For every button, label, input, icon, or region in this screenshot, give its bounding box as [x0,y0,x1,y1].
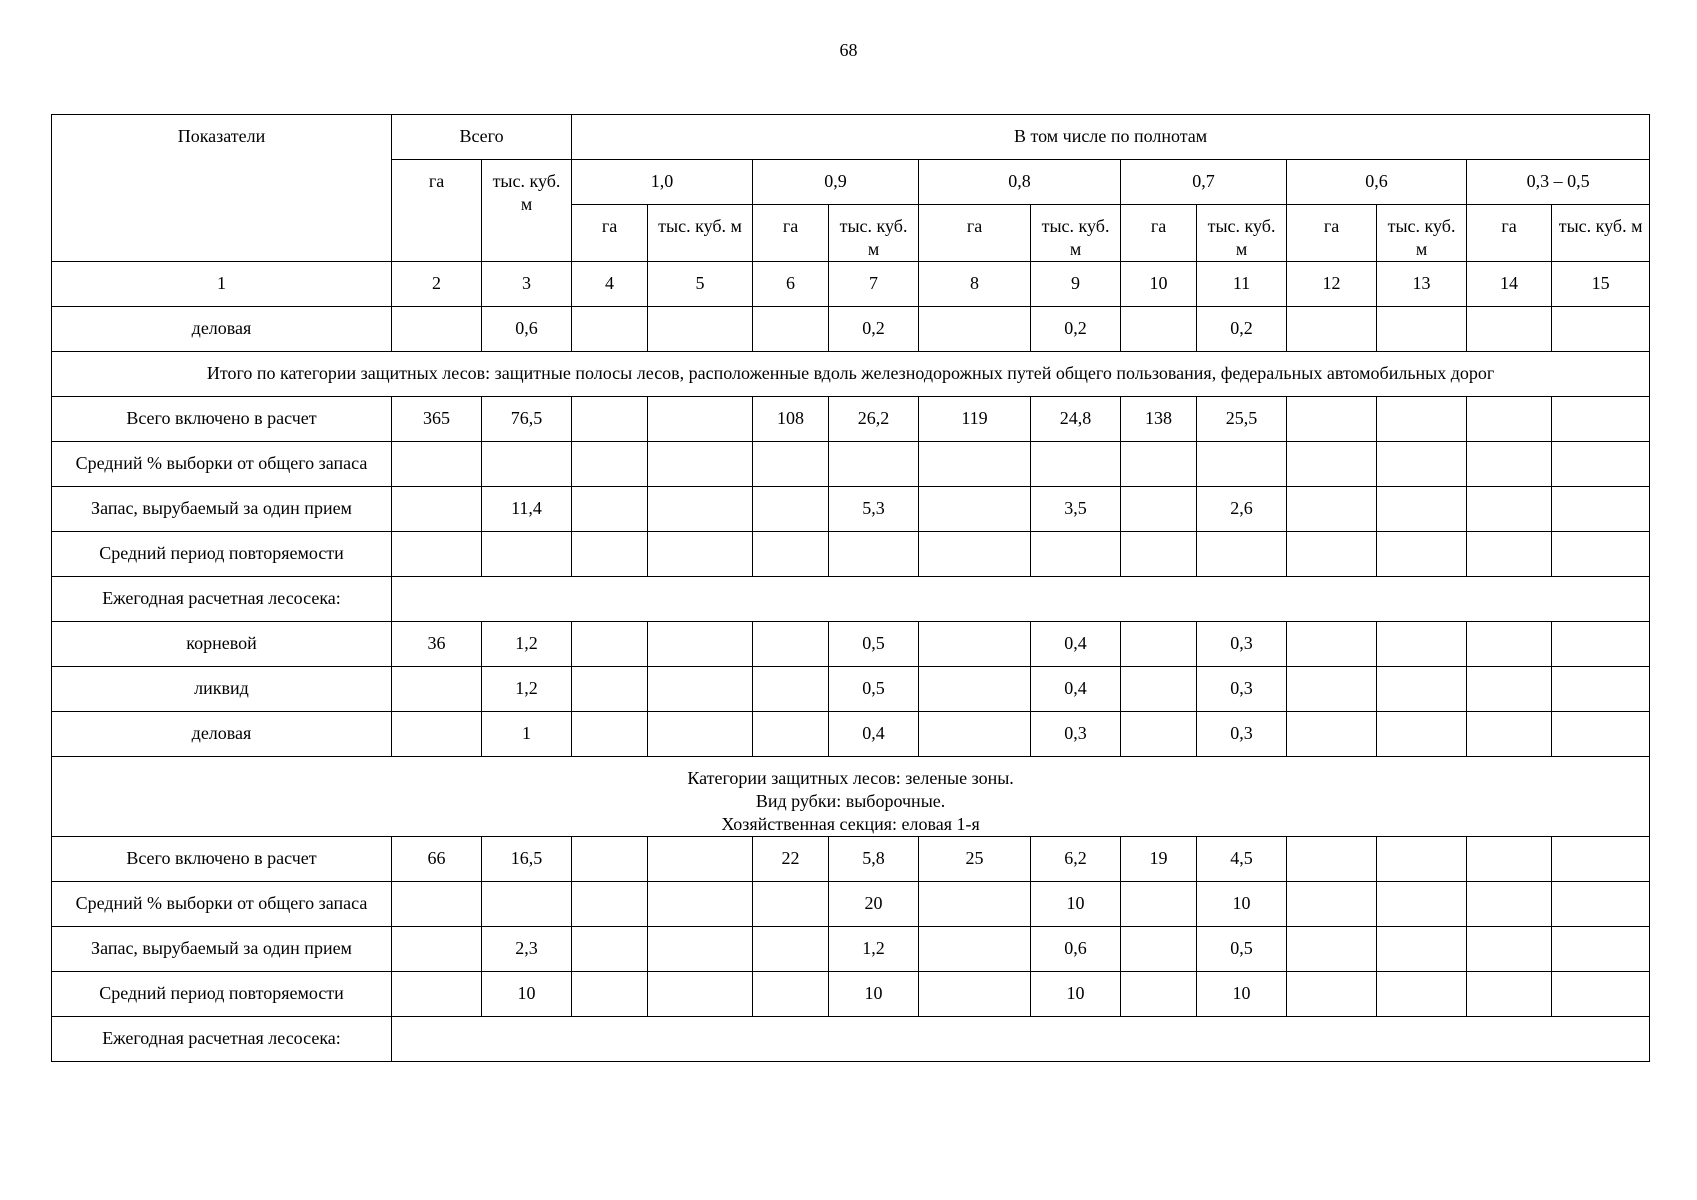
header-ha: га [1287,205,1377,262]
table-cell [753,487,829,532]
table-cell [648,882,753,927]
column-number: 4 [572,262,648,307]
table-cell [648,307,753,352]
table-cell [1121,442,1197,487]
table-cell: 0,3 [1197,712,1287,757]
table-cell: 10 [1197,882,1287,927]
table-cell: 22 [753,837,829,882]
table-cell [392,927,482,972]
table-cell: 0,4 [829,712,919,757]
section-title-line: Хозяйственная секция: еловая 1-я [721,814,980,834]
column-number: 14 [1467,262,1552,307]
table-row [52,532,1650,577]
header-row-1 [52,115,1650,160]
table-cell: 10 [829,972,919,1017]
header-density-2: 0,9 [753,160,919,205]
table-cell [1287,532,1377,577]
table-cell: 2,3 [482,927,572,972]
table-row [52,487,1650,532]
table-cell: 1,2 [482,667,572,712]
table-row [52,837,1650,882]
table-cell [648,487,753,532]
table-cell: 76,5 [482,397,572,442]
column-number: 8 [919,262,1031,307]
column-number: 1 [52,262,392,307]
header-density-6: 0,3 – 0,5 [1467,160,1650,205]
table-cell [1377,442,1467,487]
header-ha: га [919,205,1031,262]
table-cell [392,442,482,487]
table-cell: 3,5 [1031,487,1121,532]
table-cell: 0,6 [482,307,572,352]
table-cell: 0,2 [1031,307,1121,352]
table-cell [572,442,648,487]
table-cell [1121,972,1197,1017]
table-cell [1377,307,1467,352]
column-number: 5 [648,262,753,307]
table-cell: 0,4 [1031,622,1121,667]
table-row [52,397,1650,442]
table-cell [753,712,829,757]
table-cell [1467,487,1552,532]
column-number: 13 [1377,262,1467,307]
table-cell: 6,2 [1031,837,1121,882]
table-cell [753,667,829,712]
table-cell [572,532,648,577]
table-cell: 365 [392,397,482,442]
table-cell [648,972,753,1017]
header-total: Всего [392,115,572,160]
table-cell: 0,6 [1031,927,1121,972]
section-header-row [52,757,1650,837]
table-cell [1377,837,1467,882]
table-cell [919,712,1031,757]
table-cell [919,532,1031,577]
table-cell [1287,927,1377,972]
table-cell: 25 [919,837,1031,882]
table-cell [1552,837,1650,882]
table-cell [572,837,648,882]
row-label: Запас, вырубаемый за один прием [52,487,392,532]
row-label: Средний % выборки от общего запаса [52,442,392,487]
table-cell: 66 [392,837,482,882]
header-density-5: 0,6 [1287,160,1467,205]
table-cell: 24,8 [1031,397,1121,442]
section-title [52,757,1650,837]
table-row [52,712,1650,757]
table-cell [919,487,1031,532]
row-label: Ежегодная расчетная лесосека: [52,577,392,622]
table-cell [572,622,648,667]
table-cell [1377,712,1467,757]
table-cell [648,667,753,712]
table-cell [572,487,648,532]
table-cell [753,972,829,1017]
header-density-1: 1,0 [572,160,753,205]
table-cell [919,667,1031,712]
row-label: Всего включено в расчет [52,837,392,882]
table-cell: 4,5 [1197,837,1287,882]
column-number: 6 [753,262,829,307]
header-vol: тыс. куб. м [648,205,753,262]
header-density-3: 0,8 [919,160,1121,205]
table-body [52,115,1650,1062]
table-cell [1467,882,1552,927]
table-cell [1287,307,1377,352]
row-label: Средний период повторяемости [52,972,392,1017]
table-cell [1287,397,1377,442]
table-cell [753,307,829,352]
table-row [52,442,1650,487]
header-vol: тыс. куб. м [1552,205,1650,262]
empty-merged-cell [392,577,1650,622]
table-cell: 19 [1121,837,1197,882]
row-label: Средний % выборки от общего запаса [52,882,392,927]
table-cell [1552,667,1650,712]
section-title [52,352,1650,397]
header-vol: тыс. куб. м [829,205,919,262]
table-cell [919,927,1031,972]
row-label: деловая [52,307,392,352]
table-cell: 36 [392,622,482,667]
table-cell [1121,667,1197,712]
table-cell [1467,837,1552,882]
table-cell [392,882,482,927]
column-number: 12 [1287,262,1377,307]
column-number: 11 [1197,262,1287,307]
header-density-4: 0,7 [1121,160,1287,205]
header-total-ha: га [392,160,482,262]
table-cell [1197,442,1287,487]
table-cell: 20 [829,882,919,927]
row-label: деловая [52,712,392,757]
table-cell [648,927,753,972]
table-cell [1031,442,1121,487]
table-row [52,972,1650,1017]
table-cell: 1 [482,712,572,757]
table-cell [829,442,919,487]
row-label: Запас, вырубаемый за один прием [52,927,392,972]
subheading-row [52,577,1650,622]
table-cell: 0,4 [1031,667,1121,712]
subheading-row [52,1017,1650,1062]
table-cell [1287,972,1377,1017]
header-ha: га [1121,205,1197,262]
table-row [52,622,1650,667]
table-cell [1467,712,1552,757]
table-cell [1552,307,1650,352]
table-cell [753,882,829,927]
table-cell [648,712,753,757]
table-cell [1377,622,1467,667]
table-cell [1467,622,1552,667]
column-number: 10 [1121,262,1197,307]
header-vol: тыс. куб. м [1031,205,1121,262]
table-cell [1552,622,1650,667]
table-cell [753,442,829,487]
table-cell [1287,622,1377,667]
row-label: Всего включено в расчет [52,397,392,442]
table-cell [648,837,753,882]
table-row [52,882,1650,927]
table-cell [1031,532,1121,577]
table-cell [1552,972,1650,1017]
table-cell [648,397,753,442]
row-label: Средний период повторяемости [52,532,392,577]
table-cell [572,712,648,757]
table-cell [392,532,482,577]
table-cell [1121,532,1197,577]
table-cell: 10 [1031,882,1121,927]
table-cell [1552,927,1650,972]
table-cell [572,882,648,927]
table-cell [572,307,648,352]
table-cell [1121,712,1197,757]
column-number: 2 [392,262,482,307]
table-cell [482,532,572,577]
table-cell [482,442,572,487]
table-cell [829,532,919,577]
table-cell [919,442,1031,487]
section-title-line: Категории защитных лесов: зеленые зоны. [687,768,1014,788]
table-cell [1377,927,1467,972]
table-cell [1121,307,1197,352]
table-cell [648,442,753,487]
column-number: 15 [1552,262,1650,307]
header-indicators: Показатели [52,115,392,262]
table-cell: 10 [482,972,572,1017]
table-cell [1121,882,1197,927]
table-cell [392,487,482,532]
table-cell [1467,532,1552,577]
table-cell [1287,667,1377,712]
table-cell [392,667,482,712]
table-row [52,307,1650,352]
table-cell: 0,5 [1197,927,1287,972]
table-cell [753,532,829,577]
table-cell: 0,5 [829,622,919,667]
table-cell: 1,2 [482,622,572,667]
table-cell: 25,5 [1197,397,1287,442]
table-cell: 5,3 [829,487,919,532]
table-cell [919,622,1031,667]
row-label: ликвид [52,667,392,712]
table-cell [1467,397,1552,442]
table-cell [1467,972,1552,1017]
section-title-line: Итого по категории защитных лесов: защитные полосы лесов, расположенные вдоль железнодорожных путей общего пользования, федеральных автомобильных дорог [206,363,1495,383]
table-cell [919,307,1031,352]
header-ha: га [572,205,648,262]
table-cell: 0,2 [1197,307,1287,352]
table-cell [572,927,648,972]
table-cell [1121,487,1197,532]
table-cell [1552,442,1650,487]
table-cell: 108 [753,397,829,442]
table-cell: 5,8 [829,837,919,882]
table-cell: 0,5 [829,667,919,712]
table-cell: 0,3 [1031,712,1121,757]
table-cell [392,712,482,757]
table-cell [648,532,753,577]
table-cell [1197,532,1287,577]
table-cell [1287,487,1377,532]
table-cell: 0,3 [1197,667,1287,712]
row-label: корневой [52,622,392,667]
table-cell [482,882,572,927]
table-cell [1287,442,1377,487]
header-total-vol: тыс. куб. м [482,160,572,262]
table-cell [1552,532,1650,577]
table-cell: 0,2 [829,307,919,352]
section-header-row [52,352,1650,397]
allowable-cut-table [51,114,1650,1062]
table-cell [1121,622,1197,667]
table-cell: 138 [1121,397,1197,442]
table-cell [1377,972,1467,1017]
table-cell [572,397,648,442]
table-cell: 10 [1197,972,1287,1017]
table-cell [1467,307,1552,352]
header-by-density: В том числе по полнотам [572,115,1650,160]
table-cell [919,972,1031,1017]
header-ha: га [753,205,829,262]
column-number-row [52,262,1650,307]
column-number: 7 [829,262,919,307]
empty-merged-cell [392,1017,1650,1062]
table-cell [392,307,482,352]
table-cell: 1,2 [829,927,919,972]
table-cell [572,667,648,712]
header-vol: тыс. куб. м [1197,205,1287,262]
table-cell [392,972,482,1017]
table-cell [572,972,648,1017]
table-cell [1467,667,1552,712]
table-cell [1377,667,1467,712]
table-cell [753,927,829,972]
table-cell [1552,487,1650,532]
table-cell [1467,927,1552,972]
page-number: 68 [839,40,858,60]
table-cell [1377,532,1467,577]
table-row [52,927,1650,972]
table-cell [648,622,753,667]
table-cell [1287,882,1377,927]
section-title-line: Вид рубки: выборочные. [755,791,946,811]
column-number: 9 [1031,262,1121,307]
table-cell: 0,3 [1197,622,1287,667]
table-cell [753,622,829,667]
table-cell [1467,442,1552,487]
table-cell [1287,712,1377,757]
table-cell [1377,487,1467,532]
column-number: 3 [482,262,572,307]
table-cell: 11,4 [482,487,572,532]
table-cell [919,882,1031,927]
table-cell: 119 [919,397,1031,442]
table-cell [1377,397,1467,442]
table-cell: 10 [1031,972,1121,1017]
table-cell: 16,5 [482,837,572,882]
table-cell [1121,927,1197,972]
table-cell [1552,882,1650,927]
table-cell: 2,6 [1197,487,1287,532]
table-cell: 26,2 [829,397,919,442]
header-ha: га [1467,205,1552,262]
table-cell [1552,397,1650,442]
table-cell [1287,837,1377,882]
table-row [52,667,1650,712]
table-cell [1552,712,1650,757]
header-vol: тыс. куб. м [1377,205,1467,262]
table-cell [1377,882,1467,927]
row-label: Ежегодная расчетная лесосека: [52,1017,392,1062]
